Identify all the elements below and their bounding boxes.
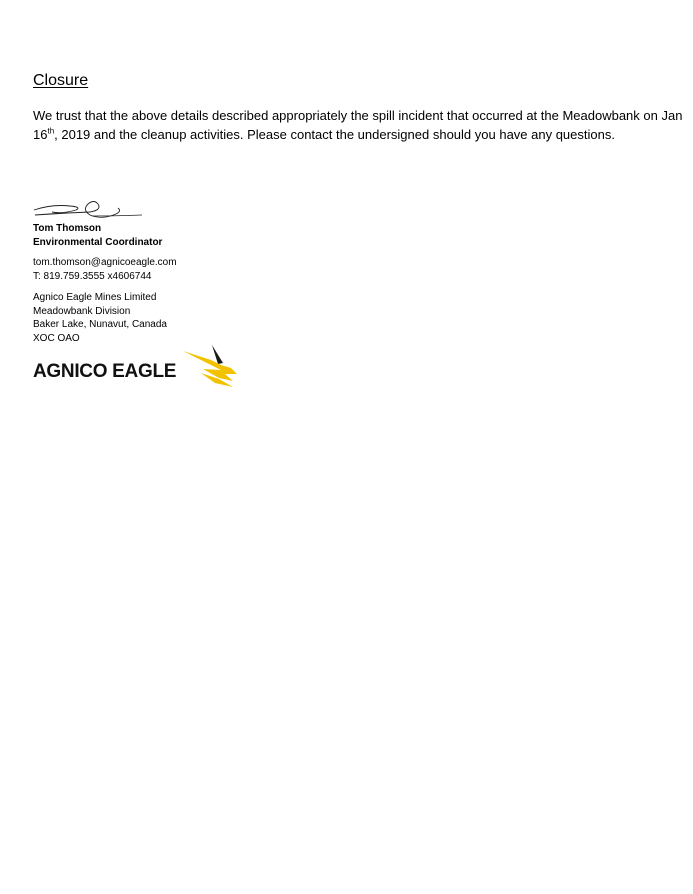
company-division: Meadowbank Division (33, 305, 131, 317)
closure-text-part2: , 2019 and the cleanup activities. Please contact the undersigned should you have any questions. (54, 127, 615, 142)
company-location: Baker Lake, Nunavut, Canada (33, 319, 167, 330)
closure-paragraph (33, 106, 683, 144)
signatory-contact-block (33, 256, 177, 283)
company-logo (33, 343, 243, 389)
signatory-name: Tom Thomson (33, 223, 102, 234)
company-name: Agnico Eagle Mines Limited (33, 292, 157, 303)
signatory-title: Environmental Coordinator (33, 236, 163, 248)
handwritten-signature (32, 196, 144, 222)
signatory-phone: T: 819.759.3555 x4606744 (33, 270, 152, 282)
signatory-address-block (33, 291, 167, 345)
signatory-email[interactable]: tom.thomson@agnicoeagle.com (33, 257, 177, 268)
signatory-name-block (33, 222, 162, 249)
logo-wordmark: AGNICO EAGLE (33, 361, 177, 382)
closure-heading: Closure (33, 72, 89, 89)
closure-text-part1: We trust that the above details described appropriately the spill incident that occurred at the Meadowbank on Jan 16 (33, 108, 683, 142)
eagle-logo-icon (175, 343, 241, 389)
company-postal: XOC OAO (33, 332, 80, 344)
date-superscript: th (47, 126, 55, 136)
